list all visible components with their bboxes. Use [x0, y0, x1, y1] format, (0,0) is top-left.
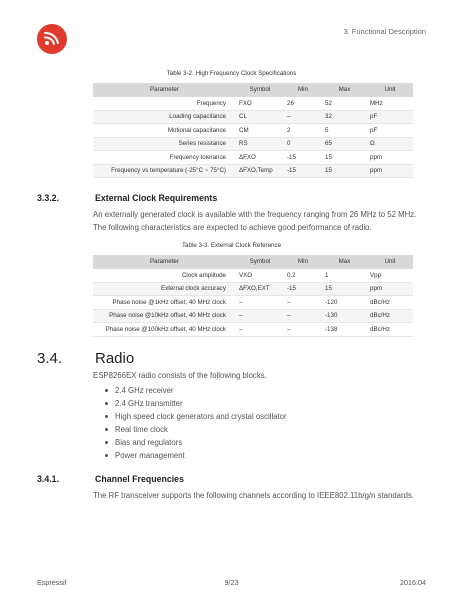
list-item: Power management — [105, 449, 287, 462]
table-cell: 0.2 — [284, 269, 322, 283]
column-header: Symbol — [236, 255, 284, 269]
table-row — [93, 137, 413, 151]
table-cell: ΔFXO,EXT — [236, 282, 284, 296]
radio-blocks-list — [105, 384, 287, 462]
espressif-logo-icon — [37, 24, 67, 54]
table-cell: -15 — [284, 282, 322, 296]
table-row — [93, 269, 413, 283]
table-cell: Vpp — [367, 269, 413, 283]
table-row — [93, 296, 413, 310]
table-cell: dBc/Hz — [367, 323, 413, 337]
table-cell: – — [284, 309, 322, 323]
table-cell: -130 — [322, 309, 367, 323]
table-header-row — [93, 83, 413, 97]
table-cell: Frequency vs temperature (-25°C ~ 75°C) — [93, 164, 236, 178]
table-cell: ppm — [367, 164, 413, 178]
table-row — [93, 110, 413, 124]
paragraph: The RF transceiver supports the following channels according to IEEE802.11b/g/n standards. — [93, 491, 415, 500]
table-cell: – — [236, 323, 284, 337]
column-header: Symbol — [236, 83, 284, 97]
section-title: Channel Frequencies — [95, 474, 184, 484]
table-cell: 65 — [322, 137, 367, 151]
table-cell: Series resistance — [93, 137, 236, 151]
footer-company: Espressif — [37, 578, 67, 587]
table-cell: CM — [236, 124, 284, 138]
table-cell: Motional capacitance — [93, 124, 236, 138]
table-cell: – — [236, 296, 284, 310]
section-header-title: 3. Functional Description — [343, 27, 426, 36]
list-item: Real time clock — [105, 423, 287, 436]
table-cell: ppm — [367, 282, 413, 296]
table-cell: 2 — [284, 124, 322, 138]
table-cell: 15 — [322, 282, 367, 296]
column-header: Min — [284, 255, 322, 269]
table-cell: ppm — [367, 151, 413, 165]
table-cell: pF — [367, 110, 413, 124]
external-clock-table — [93, 255, 413, 337]
table-cell: dBc/Hz — [367, 296, 413, 310]
section-heading-3-4-1 — [37, 474, 184, 484]
table-cell: Phase noise @10kHz offset, 40 MHz clock — [93, 309, 236, 323]
paragraph: An externally generated clock is available with the frequency ranging from 26 MHz to 52 MHz. The following characteristics are expected to achieve good performance of radio. — [93, 210, 417, 232]
section-heading-3-4 — [37, 350, 134, 367]
list-item: 2.4 GHz transmitter — [105, 397, 287, 410]
column-header: Unit — [367, 83, 413, 97]
table-cell: CL — [236, 110, 284, 124]
column-header: Unit — [367, 255, 413, 269]
table-cell: dBc/Hz — [367, 309, 413, 323]
table-row — [93, 309, 413, 323]
table-cell: Frequency — [93, 97, 236, 111]
table-cell: -120 — [322, 296, 367, 310]
table-row — [93, 97, 413, 111]
table-row — [93, 151, 413, 165]
table-cell: Frequency tolerance — [93, 151, 236, 165]
section-number: 3.3.2. — [37, 193, 60, 203]
footer-page-number: 9/23 — [224, 578, 239, 587]
table-cell: -138 — [322, 323, 367, 337]
table-cell: ΔFXO — [236, 151, 284, 165]
table-cell: – — [284, 296, 322, 310]
column-header: Min — [284, 83, 322, 97]
table-cell: External clock accuracy — [93, 282, 236, 296]
table-cell: -15 — [284, 164, 322, 178]
list-item: Bias and regulators — [105, 436, 287, 449]
table-row — [93, 124, 413, 138]
table-caption: Table 3-3. External Clock Reference — [181, 242, 282, 249]
table-cell: Ω — [367, 137, 413, 151]
table-cell: 0 — [284, 137, 322, 151]
table-row — [93, 323, 413, 337]
section-number: 3.4. — [37, 350, 63, 367]
table-caption: Table 3-2. High Frequency Clock Specifications — [166, 70, 297, 77]
table-cell: -15 — [284, 151, 322, 165]
table-cell: Loading capacitance — [93, 110, 236, 124]
table-header-row — [93, 255, 413, 269]
table-cell: 15 — [322, 164, 367, 178]
table-row — [93, 282, 413, 296]
table-cell: MHz — [367, 97, 413, 111]
table-cell: 1 — [322, 269, 367, 283]
column-header: Parameter — [93, 83, 236, 97]
table-cell: 26 — [284, 97, 322, 111]
list-item: High speed clock generators and crystal oscillator — [105, 410, 287, 423]
table-cell: Phase noise @1kHz offset, 40 MHz clock — [93, 296, 236, 310]
table-cell: Phase noise @100kHz offset, 40 MHz clock — [93, 323, 236, 337]
table-cell: ΔFXO,Temp — [236, 164, 284, 178]
table-cell: 52 — [322, 97, 367, 111]
list-item: 2.4 GHz receiver — [105, 384, 287, 397]
column-header: Max — [322, 83, 367, 97]
high-frequency-clock-table — [93, 83, 413, 178]
table-row — [93, 164, 413, 178]
column-header: Parameter — [93, 255, 236, 269]
table-cell: VXO — [236, 269, 284, 283]
section-heading-3-3-2 — [37, 193, 217, 203]
section-number: 3.4.1. — [37, 474, 60, 484]
table-cell: 32 — [322, 110, 367, 124]
section-title: Radio — [95, 350, 135, 367]
table-cell: 15 — [322, 151, 367, 165]
section-title: External Clock Requirements — [95, 193, 218, 203]
footer-date: 2016.04 — [400, 578, 426, 587]
column-header: Max — [322, 255, 367, 269]
table-cell: pF — [367, 124, 413, 138]
table-cell: – — [284, 323, 322, 337]
table-cell: RS — [236, 137, 284, 151]
table-cell: – — [284, 110, 322, 124]
table-cell: 5 — [322, 124, 367, 138]
table-cell: Clock amplitude — [93, 269, 236, 283]
table-cell: FXO — [236, 97, 284, 111]
paragraph: ESP8266EX radio consists of the following blocks. — [93, 371, 267, 380]
table-cell: – — [236, 309, 284, 323]
